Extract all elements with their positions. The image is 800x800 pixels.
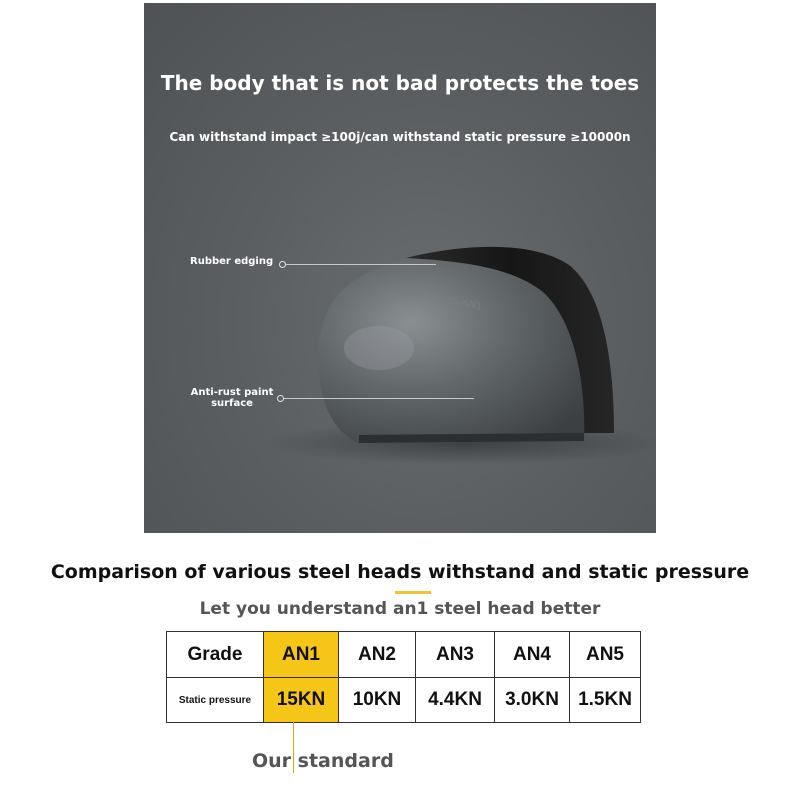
pressure-cell-an1: 15KN — [264, 678, 339, 723]
row-label-grade: Grade — [167, 632, 264, 678]
pressure-cell-an3: 4.4KN — [416, 678, 495, 723]
grade-cell-an2: AN2 — [339, 632, 416, 678]
callout-anti-rust-line2: surface — [211, 398, 253, 409]
callout-anti-rust-paint — [188, 387, 276, 409]
our-standard-label: Our standard — [252, 750, 394, 772]
comparison-subtitle: Let you understand an1 steel head better — [199, 599, 601, 619]
svg-text:JS-AN1: JS-AN1 — [448, 295, 484, 313]
title-accent-bar — [395, 591, 431, 594]
callout-dot-paint — [277, 395, 284, 402]
hero-title: The body that is not bad protects the toes — [160, 71, 640, 95]
pressure-cell-an2: 10KN — [339, 678, 416, 723]
comparison-title: Comparison of various steel heads withstand and static pressure — [50, 561, 750, 583]
grade-cell-an1: AN1 — [264, 632, 339, 678]
grade-cell-an5: AN5 — [570, 632, 641, 678]
callout-dot-rubber — [279, 261, 286, 268]
product-hero — [144, 3, 656, 533]
callout-rubber-edging: Rubber edging — [190, 256, 274, 267]
grade-cell-an3: AN3 — [416, 632, 495, 678]
table-row-static-pressure — [167, 678, 641, 723]
pressure-cell-an4: 3.0KN — [495, 678, 570, 723]
grade-cell-an4: AN4 — [495, 632, 570, 678]
grade-comparison-table — [166, 631, 641, 723]
table-row-grade — [167, 632, 641, 678]
hero-subtitle: Can withstand impact ≥100j/can withstand static pressure ≥10000n — [169, 130, 631, 144]
callout-line-paint — [284, 398, 474, 399]
pressure-cell-an5: 1.5KN — [570, 678, 641, 723]
callout-anti-rust-line1: Anti-rust paint — [190, 387, 274, 398]
row-label-static-pressure: Static pressure — [167, 678, 264, 723]
callout-line-rubber — [286, 264, 436, 265]
